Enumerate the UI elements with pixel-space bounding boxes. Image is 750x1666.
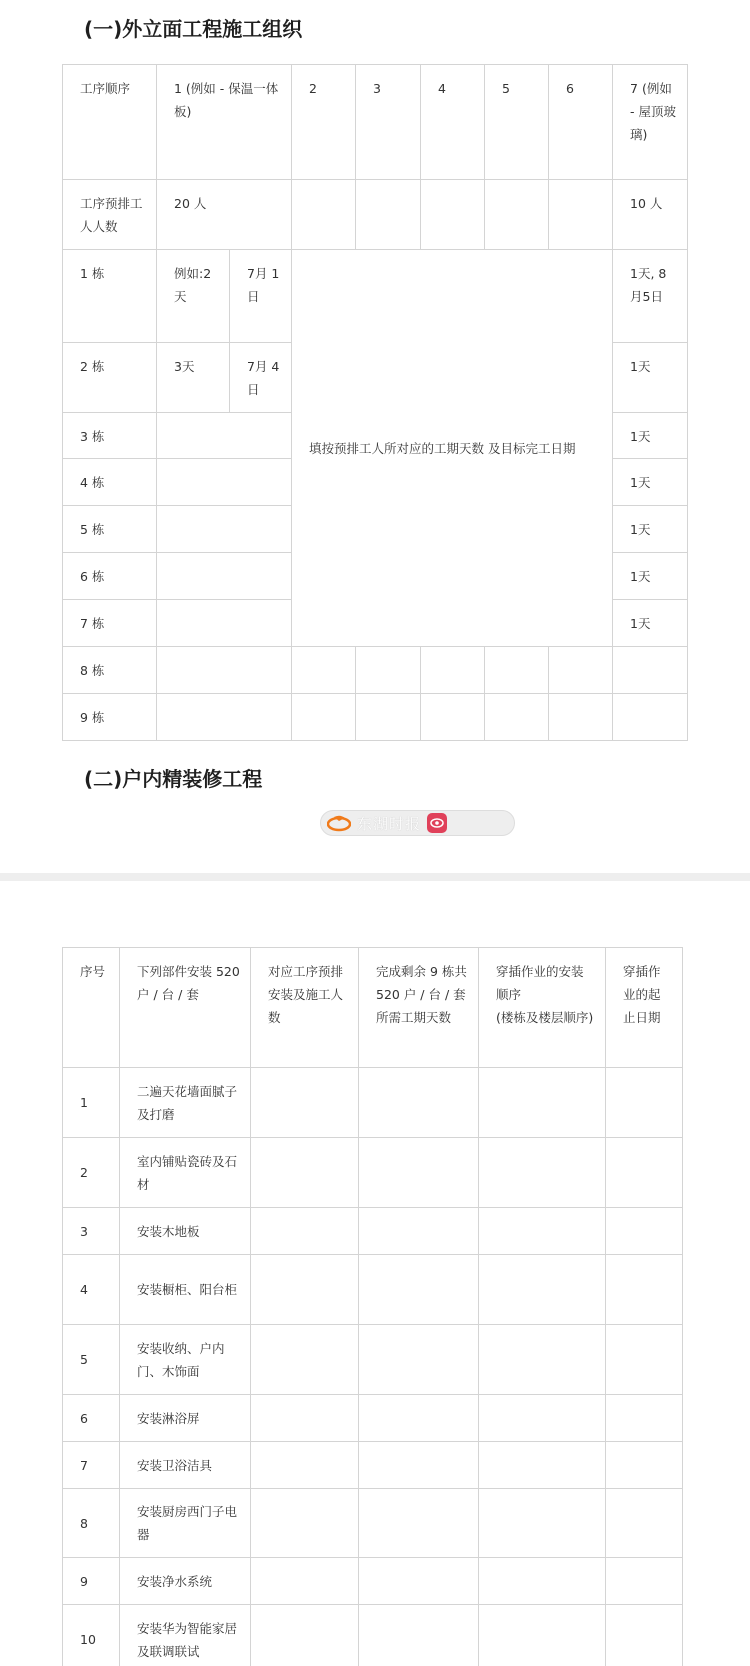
row-empty xyxy=(479,1605,606,1666)
header-workers: 对应工序预排安装及施工人数 xyxy=(251,948,359,1068)
workers-col-6 xyxy=(549,180,613,250)
table-row xyxy=(63,694,688,741)
header-item: 下列部件安装 520 户 / 台 / 套 xyxy=(120,948,251,1068)
row-empty xyxy=(251,1395,359,1442)
row-empty xyxy=(292,647,356,694)
row-item: 二遍天花墙面腻子及打磨 xyxy=(120,1068,251,1138)
row-empty xyxy=(157,413,292,459)
workers-row xyxy=(63,180,688,250)
row-empty xyxy=(421,647,485,694)
table-row xyxy=(63,1138,683,1208)
row-empty xyxy=(606,1138,683,1208)
header-sequence-text: 穿插作业的安装顺序 (楼栋及楼层顺序) xyxy=(496,964,594,1025)
row-empty xyxy=(157,694,292,741)
row-empty xyxy=(251,1605,359,1666)
row-empty xyxy=(606,1558,683,1605)
row-empty xyxy=(251,1489,359,1558)
row-empty xyxy=(359,1255,479,1325)
row-empty xyxy=(251,1138,359,1208)
row-empty xyxy=(251,1068,359,1138)
row-empty xyxy=(606,1068,683,1138)
row-empty xyxy=(359,1605,479,1666)
row-empty xyxy=(359,1442,479,1489)
table-row xyxy=(63,1489,683,1558)
row-no: 8 xyxy=(63,1489,120,1558)
row-empty xyxy=(606,1208,683,1255)
row-no: 1 xyxy=(63,1068,120,1138)
workers-label: 工序预排工人人数 xyxy=(63,180,157,250)
row-no: 6 xyxy=(63,1395,120,1442)
row-empty xyxy=(251,1558,359,1605)
row-empty xyxy=(479,1395,606,1442)
row-empty xyxy=(157,459,292,506)
row-label: 5 栋 xyxy=(63,506,157,553)
header-dates: 穿插作业的起止日期 xyxy=(606,948,683,1068)
header-col-1: 1 (例如 - 保温一体板) xyxy=(157,65,292,180)
row-empty xyxy=(549,647,613,694)
table-row xyxy=(63,1442,683,1489)
header-row xyxy=(63,948,683,1068)
header-duration: 完成剩余 9 栋共 520 户 / 台 / 套 所需工期天数 xyxy=(359,948,479,1068)
watermark-badge xyxy=(320,810,515,836)
row-label: 2 栋 xyxy=(63,343,157,413)
header-row xyxy=(63,65,688,180)
row-empty xyxy=(359,1138,479,1208)
row-no: 7 xyxy=(63,1442,120,1489)
merged-note: 填按预排工人所对应的工期天数 及目标完工日期 xyxy=(292,250,613,647)
row-no: 10 xyxy=(63,1605,120,1666)
row-empty xyxy=(157,647,292,694)
row-item: 室内铺贴瓷砖及石材 xyxy=(120,1138,251,1208)
table-row xyxy=(63,1208,683,1255)
row-days: 例如:2 天 xyxy=(157,250,230,343)
row-empty xyxy=(359,1489,479,1558)
header-col-2: 2 xyxy=(292,65,356,180)
row-item: 安装木地板 xyxy=(120,1208,251,1255)
row-empty xyxy=(479,1489,606,1558)
row-date: 7月 1日 xyxy=(230,250,292,343)
row-last: 1天, 8月5日 xyxy=(613,250,688,343)
row-empty xyxy=(606,1442,683,1489)
row-empty xyxy=(157,506,292,553)
row-empty xyxy=(356,647,421,694)
row-label: 8 栋 xyxy=(63,647,157,694)
row-label: 4 栋 xyxy=(63,459,157,506)
row-item: 安装厨房西门子电器 xyxy=(120,1489,251,1558)
workers-col-1: 20 人 xyxy=(157,180,292,250)
row-item: 安装淋浴屏 xyxy=(120,1395,251,1442)
row-label: 7 栋 xyxy=(63,600,157,647)
row-empty xyxy=(485,694,549,741)
row-empty xyxy=(157,553,292,600)
workers-col-7: 10 人 xyxy=(613,180,688,250)
row-empty xyxy=(479,1325,606,1395)
row-empty xyxy=(479,1208,606,1255)
row-empty xyxy=(613,647,688,694)
table-row xyxy=(63,647,688,694)
row-empty xyxy=(359,1068,479,1138)
header-label: 工序顺序 xyxy=(63,65,157,180)
workers-col-4 xyxy=(421,180,485,250)
row-empty xyxy=(251,1325,359,1395)
row-item: 安装华为智能家居 及联调联试 xyxy=(120,1605,251,1666)
row-item: 安装橱柜、阳台柜 xyxy=(120,1255,251,1325)
row-empty xyxy=(359,1325,479,1395)
row-last: 1天 xyxy=(613,600,688,647)
header-sequence xyxy=(479,948,606,1068)
table-row xyxy=(63,250,688,343)
row-days: 3天 xyxy=(157,343,230,413)
row-empty xyxy=(251,1208,359,1255)
row-empty xyxy=(606,1325,683,1395)
row-empty xyxy=(356,694,421,741)
table-row xyxy=(63,1395,683,1442)
table-row xyxy=(63,1068,683,1138)
watermark-text: 东湖时报 xyxy=(357,814,422,833)
facade-schedule-table xyxy=(62,64,688,741)
row-empty xyxy=(359,1208,479,1255)
row-empty xyxy=(251,1255,359,1325)
row-empty xyxy=(359,1395,479,1442)
row-last: 1天 xyxy=(613,506,688,553)
header-col-4: 4 xyxy=(421,65,485,180)
row-no: 4 xyxy=(63,1255,120,1325)
row-empty xyxy=(479,1255,606,1325)
row-no: 5 xyxy=(63,1325,120,1395)
row-empty xyxy=(549,694,613,741)
workers-col-5 xyxy=(485,180,549,250)
row-empty xyxy=(613,694,688,741)
watermark-logo-icon xyxy=(327,813,351,833)
row-empty xyxy=(292,694,356,741)
workers-col-3 xyxy=(356,180,421,250)
row-empty xyxy=(485,647,549,694)
row-date: 7月 4日 xyxy=(230,343,292,413)
row-label: 1 栋 xyxy=(63,250,157,343)
section2-title: (二)户内精装修工程 xyxy=(84,767,263,791)
workers-col-2 xyxy=(292,180,356,250)
row-empty xyxy=(157,600,292,647)
table-row xyxy=(63,1255,683,1325)
header-col-3: 3 xyxy=(356,65,421,180)
row-label: 3 栋 xyxy=(63,413,157,459)
row-last: 1天 xyxy=(613,413,688,459)
row-empty xyxy=(479,1442,606,1489)
row-label: 9 栋 xyxy=(63,694,157,741)
row-item: 安装收纳、户内门、木饰面 xyxy=(120,1325,251,1395)
row-empty xyxy=(606,1489,683,1558)
watermark-eye-icon xyxy=(427,813,447,833)
row-last: 1天 xyxy=(613,553,688,600)
row-empty xyxy=(479,1138,606,1208)
table-row xyxy=(63,1558,683,1605)
row-empty xyxy=(479,1068,606,1138)
row-item: 安装卫浴洁具 xyxy=(120,1442,251,1489)
row-empty xyxy=(359,1558,479,1605)
row-item: 安装净水系统 xyxy=(120,1558,251,1605)
section-divider xyxy=(0,873,750,881)
row-last: 1天 xyxy=(613,343,688,413)
row-empty xyxy=(421,694,485,741)
interior-fitout-table xyxy=(62,947,683,1666)
header-no: 序号 xyxy=(63,948,120,1068)
row-empty xyxy=(606,1395,683,1442)
table-row xyxy=(63,1325,683,1395)
header-col-5: 5 xyxy=(485,65,549,180)
row-no: 9 xyxy=(63,1558,120,1605)
row-label: 6 栋 xyxy=(63,553,157,600)
table-row xyxy=(63,1605,683,1666)
row-empty xyxy=(251,1442,359,1489)
row-empty xyxy=(606,1255,683,1325)
row-empty xyxy=(606,1605,683,1666)
header-col-6: 6 xyxy=(549,65,613,180)
row-no: 3 xyxy=(63,1208,120,1255)
header-col-7: 7 (例如 - 屋顶玻璃) xyxy=(613,65,688,180)
section1-title: (一)外立面工程施工组织 xyxy=(84,17,303,41)
row-empty xyxy=(479,1558,606,1605)
row-no: 2 xyxy=(63,1138,120,1208)
row-last: 1天 xyxy=(613,459,688,506)
